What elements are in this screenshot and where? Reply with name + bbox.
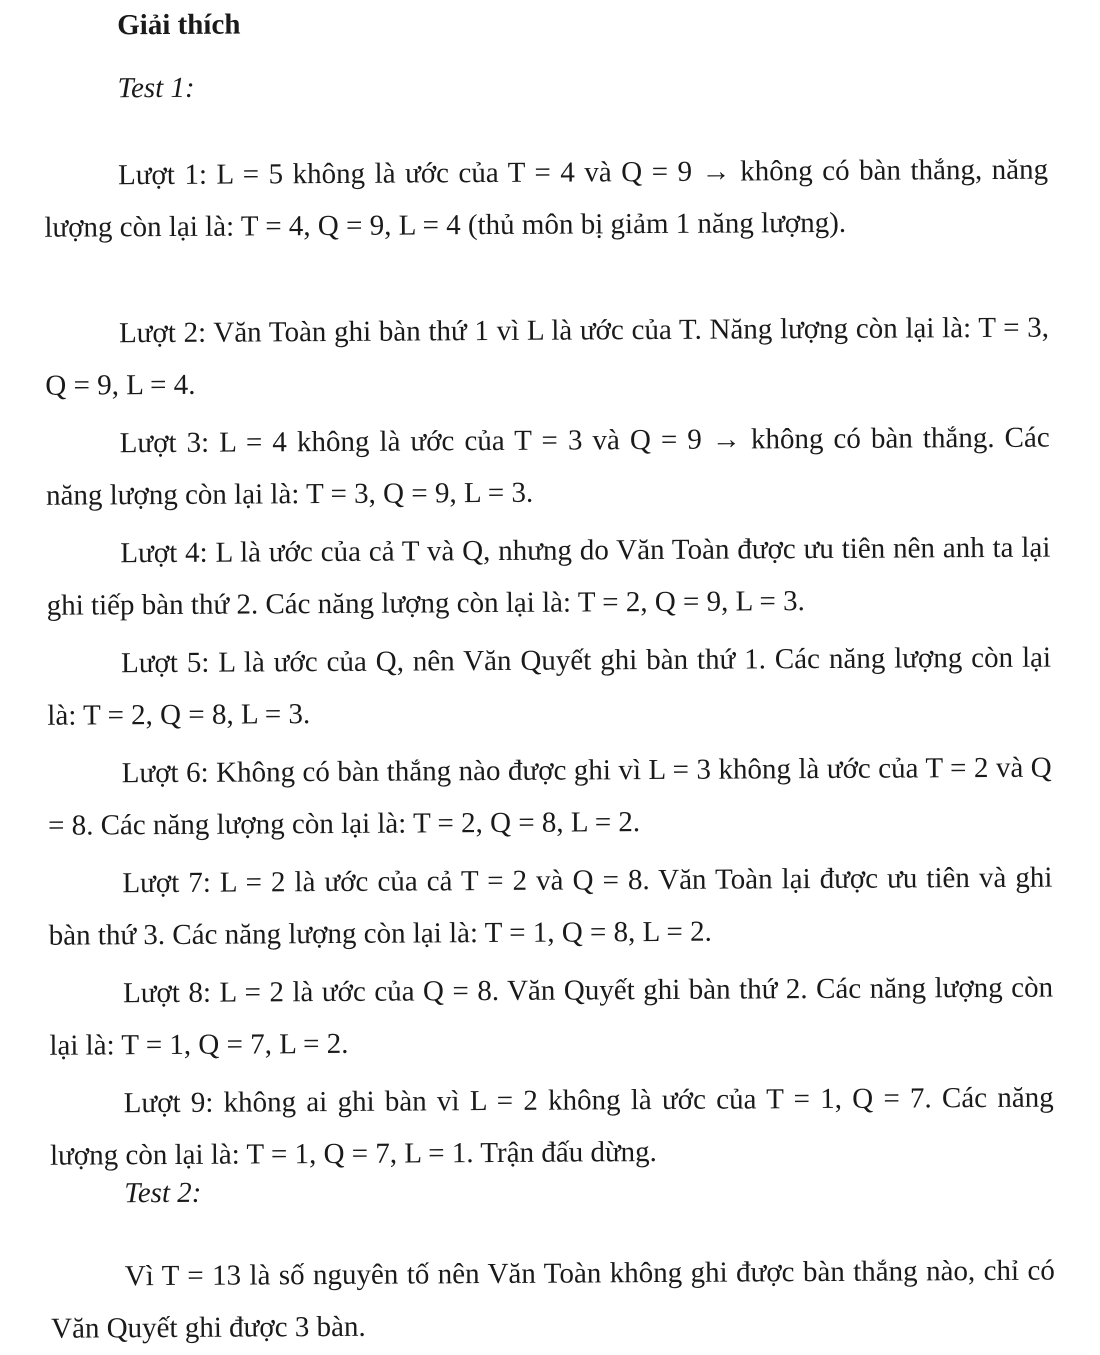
turn-1-paragraph: Lượt 1: L = 5 không là ước của T = 4 và Q = 9 → không có bàn thắng, năng lượng còn lại là: T = 4, Q = 9, L = 4 (thủ môn bị giảm 1 năng lượng).	[44, 153, 1049, 244]
test-1-label: Test 1:	[117, 71, 195, 105]
turn-3-paragraph: Lượt 3: L = 4 không là ước của T = 3 và Q = 9 → không có bàn thắng. Các năng lượng còn lại là: T = 3, Q = 9, L = 3.	[45, 421, 1050, 512]
turn-7-paragraph: Lượt 7: L = 2 là ước của cả T = 2 và Q = 8. Văn Toàn lại được ưu tiên và ghi bàn thứ 3. Các năng lượng còn lại là: T = 1, Q = 8, L = 2.	[48, 861, 1053, 952]
turn-4-paragraph: Lượt 4: L là ước của cả T và Q, nhưng do Văn Toàn được ưu tiên nên anh ta lại ghi tiếp bàn thứ 2. Các năng lượng còn lại là: T = 2, Q = 9, L = 3.	[46, 531, 1051, 622]
turn-9-paragraph: Lượt 9: không ai ghi bàn vì L = 2 không là ước của T = 1, Q = 7. Các năng lượng còn lại là: T = 1, Q = 7, L = 1. Trận đấu dừng.	[49, 1081, 1054, 1172]
turn-6-paragraph: Lượt 6: Không có bàn thắng nào được ghi vì L = 3 không là ước của T = 2 và Q = 8. Các năng lượng còn lại là: T = 2, Q = 8, L = 2.	[47, 751, 1052, 842]
test-2-label: Test 2:	[124, 1176, 202, 1210]
turn-5-paragraph: Lượt 5: L là ước của Q, nên Văn Quyết ghi bàn thứ 1. Các năng lượng còn lại là: T = 2, Q = 8, L = 3.	[47, 641, 1052, 732]
section-heading: Giải thích	[117, 8, 241, 42]
turn-2-paragraph: Lượt 2: Văn Toàn ghi bàn thứ 1 vì L là ước của T. Năng lượng còn lại là: T = 3, Q = 9, L = 4.	[45, 311, 1050, 402]
turn-8-paragraph: Lượt 8: L = 2 là ước của Q = 8. Văn Quyết ghi bàn thứ 2. Các năng lượng còn lại là: T = 1, Q = 7, L = 2.	[49, 971, 1054, 1062]
test-2-paragraph: Vì T = 13 là số nguyên tố nên Văn Toàn không ghi được bàn thắng nào, chỉ có Văn Quyết ghi được 3 bàn.	[51, 1254, 1055, 1345]
